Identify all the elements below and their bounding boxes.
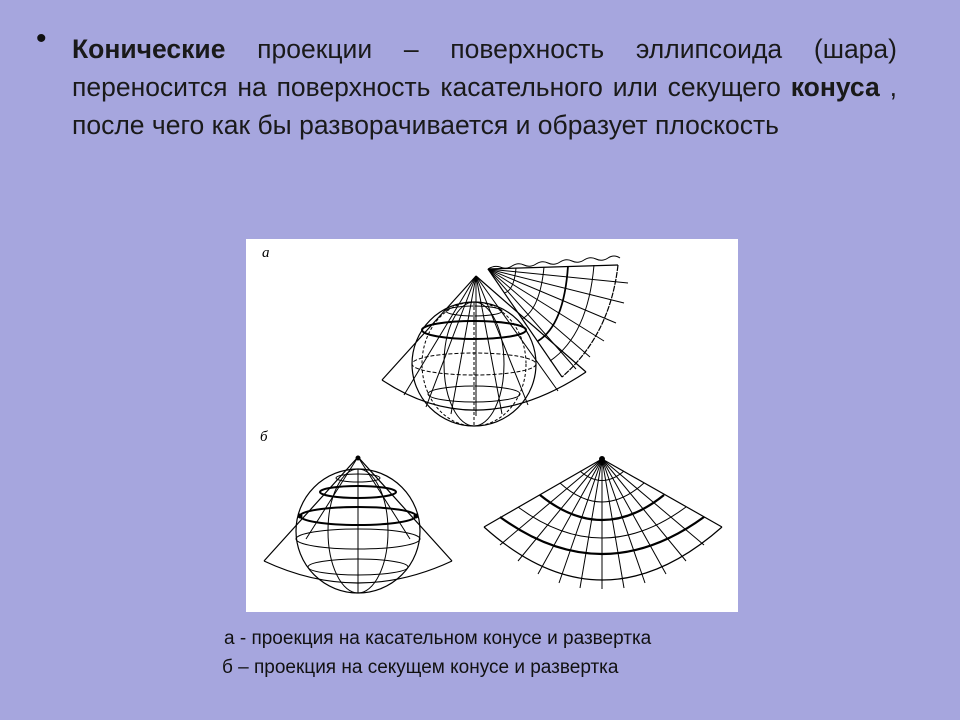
caption-b: б – проекция на секущем конусе и развертка [222,657,619,678]
cone-projection-figure [246,239,738,612]
bullet-marker: • [36,22,47,55]
cone-diagrams-svg [246,239,738,612]
secant-cone-diagram [264,456,452,593]
term-conic: Конические [72,34,226,64]
bullet-paragraph [72,30,897,144]
secant-cone-development [484,457,722,590]
term-cone: конуса [790,72,880,102]
para-text-2: , после чего как бы разворачивается и образует плоскость [72,72,897,140]
figure-label-b: б [260,429,268,445]
caption-a: а - проекция на касательном конусе и развертка [224,628,652,649]
figure-label-a: а [262,245,270,261]
para-text-1: проекции – поверхность эллипсоида (шара) переносится на поверхность касательного или секущего [72,34,897,102]
tangent-cone-diagram [382,276,586,426]
